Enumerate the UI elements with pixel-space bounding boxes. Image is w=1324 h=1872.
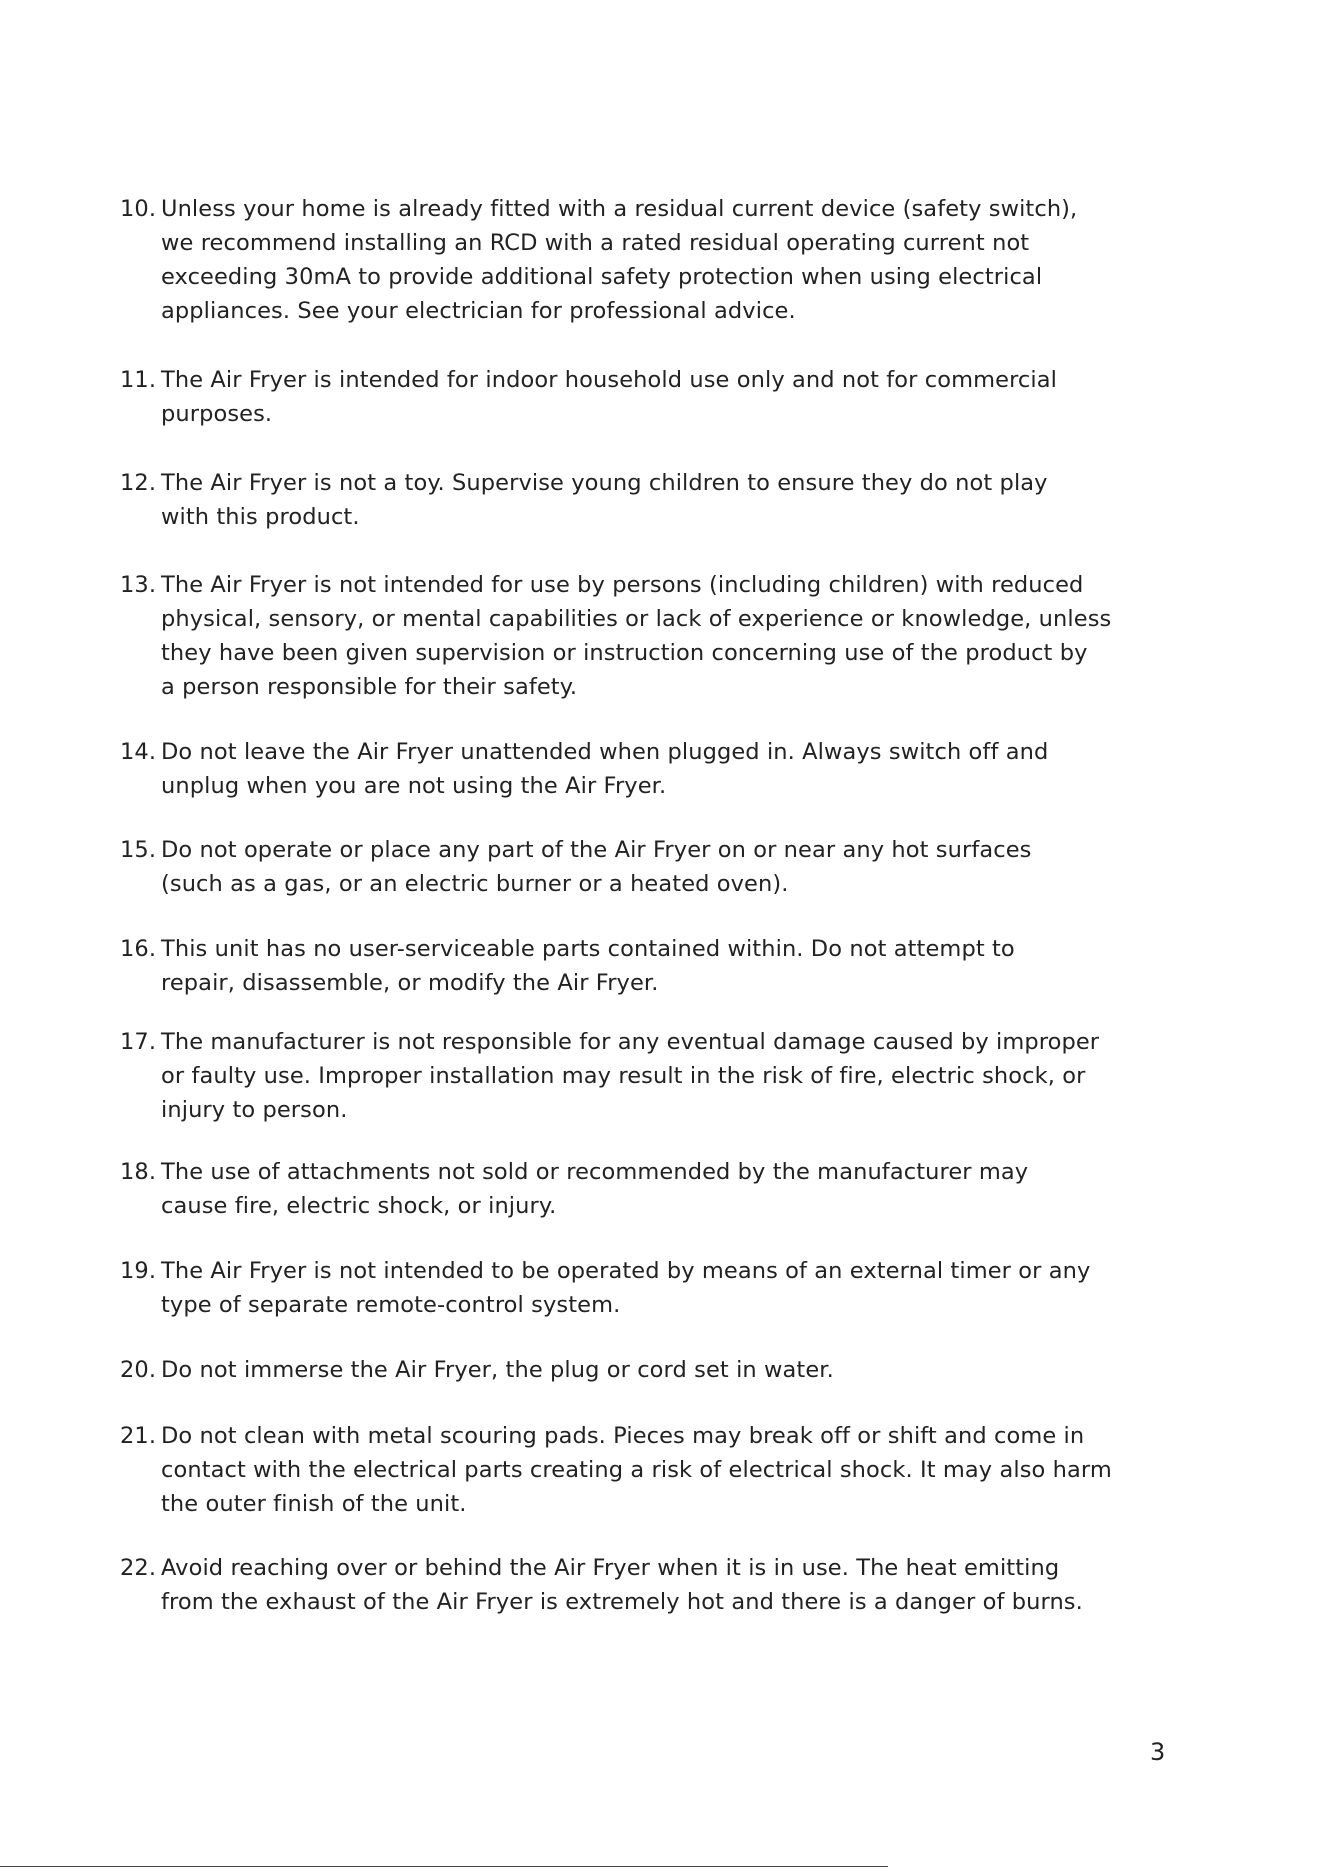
item-number: 19. xyxy=(120,1258,157,1284)
item-text-line: appliances. See your electrician for professional advice. xyxy=(161,298,796,324)
item-number: 21. xyxy=(120,1423,157,1449)
item-text-line: Do not clean with metal scouring pads. Pieces may break off or shift and come in xyxy=(161,1423,1085,1449)
item-number: 14. xyxy=(120,739,157,765)
item-text-line: a person responsible for their safety. xyxy=(161,674,578,700)
safety-item-18 xyxy=(120,1155,1180,1223)
item-number: 17. xyxy=(120,1029,157,1055)
item-text-line: from the exhaust of the Air Fryer is extremely hot and there is a danger of burns. xyxy=(161,1589,1083,1615)
safety-item-19 xyxy=(120,1254,1180,1322)
item-text-line: (such as a gas, or an electric burner or a heated oven). xyxy=(161,871,789,897)
item-number: 15. xyxy=(120,837,157,863)
item-text-line: unplug when you are not using the Air Fryer. xyxy=(161,773,667,799)
item-text-line: cause fire, electric shock, or injury. xyxy=(161,1193,557,1219)
item-text-line: The manufacturer is not responsible for any eventual damage caused by improper xyxy=(161,1029,1100,1055)
safety-item-17 xyxy=(120,1025,1180,1127)
item-text-line: Avoid reaching over or behind the Air Fryer when it is in use. The heat emitting xyxy=(161,1555,1060,1581)
safety-item-20 xyxy=(120,1353,1180,1387)
safety-item-16 xyxy=(120,932,1180,1000)
item-text-line: The Air Fryer is not intended to be operated by means of an external timer or any xyxy=(161,1258,1091,1284)
item-text-line: The Air Fryer is intended for indoor household use only and not for commercial xyxy=(161,367,1057,393)
item-number: 13. xyxy=(120,572,157,598)
item-text-line: physical, sensory, or mental capabilities or lack of experience or knowledge, unless xyxy=(161,606,1112,632)
item-text-line: or faulty use. Improper installation may result in the risk of fire, electric shock, or xyxy=(161,1063,1086,1089)
item-number: 16. xyxy=(120,936,157,962)
bottom-divider xyxy=(0,1866,888,1867)
safety-item-12 xyxy=(120,466,1180,534)
item-text-line: The Air Fryer is not a toy. Supervise young children to ensure they do not play xyxy=(161,470,1048,496)
item-number: 20. xyxy=(120,1357,157,1383)
item-text-line: Do not immerse the Air Fryer, the plug or cord set in water. xyxy=(161,1357,834,1383)
item-text-line: purposes. xyxy=(161,401,273,427)
item-number: 10. xyxy=(120,196,157,222)
safety-item-22 xyxy=(120,1551,1180,1619)
safety-item-21 xyxy=(120,1419,1180,1521)
page-number: 3 xyxy=(1150,1738,1166,1766)
safety-item-13 xyxy=(120,568,1180,704)
item-number: 11. xyxy=(120,367,157,393)
safety-item-11 xyxy=(120,363,1180,431)
item-text-line: The Air Fryer is not intended for use by persons (including children) with reduced xyxy=(161,572,1084,598)
item-text-line: Do not leave the Air Fryer unattended when plugged in. Always switch off and xyxy=(161,739,1049,765)
item-text-line: injury to person. xyxy=(161,1097,348,1123)
item-text-line: we recommend installing an RCD with a rated residual operating current not xyxy=(161,230,1030,256)
item-text-line: This unit has no user-serviceable parts contained within. Do not attempt to xyxy=(161,936,1015,962)
safety-item-14 xyxy=(120,735,1180,803)
safety-item-10 xyxy=(120,192,1180,328)
item-text-line: type of separate remote-control system. xyxy=(161,1292,621,1318)
item-number: 12. xyxy=(120,470,157,496)
item-number: 18. xyxy=(120,1159,157,1185)
item-text-line: contact with the electrical parts creating a risk of electrical shock. It may also harm xyxy=(161,1457,1112,1483)
item-text-line: The use of attachments not sold or recommended by the manufacturer may xyxy=(161,1159,1029,1185)
safety-item-15 xyxy=(120,833,1180,901)
item-text-line: exceeding 30mA to provide additional safety protection when using electrical xyxy=(161,264,1043,290)
item-text-line: Unless your home is already fitted with a residual current device (safety switch), xyxy=(161,196,1078,222)
item-text-line: with this product. xyxy=(161,504,360,530)
item-text-line: repair, disassemble, or modify the Air Fryer. xyxy=(161,970,659,996)
item-text-line: they have been given supervision or instruction concerning use of the product by xyxy=(161,640,1088,666)
item-text-line: Do not operate or place any part of the Air Fryer on or near any hot surfaces xyxy=(161,837,1032,863)
item-number: 22. xyxy=(120,1555,157,1581)
item-text-line: the outer finish of the unit. xyxy=(161,1491,467,1517)
